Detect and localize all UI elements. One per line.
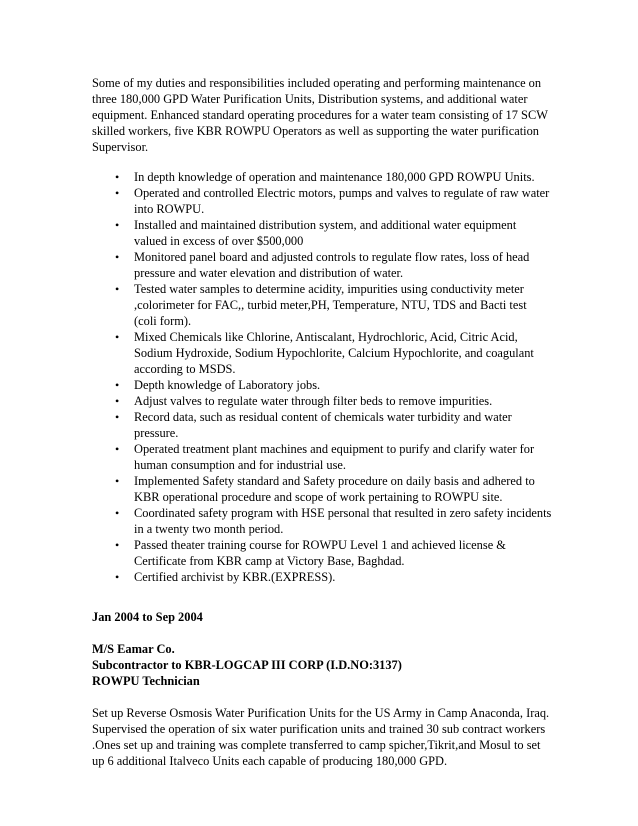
bullet-icon: •: [115, 538, 120, 552]
company-name: M/S Eamar Co.: [92, 642, 175, 656]
bullet-icon: •: [115, 378, 120, 392]
list-item-text: Monitored panel board and adjusted controls to regulate flow rates, loss of head pressure and water elevation and distribution of water.: [134, 250, 530, 280]
list-item-text: Mixed Chemicals like Chlorine, Antiscalant, Hydrochloric, Acid, Citric Acid, Sodium Hydroxide, Sodium Hypochlorite, Calcium Hypochlorite, and coagulant according to MSDS.: [134, 330, 534, 376]
bullet-icon: •: [115, 394, 120, 408]
bullet-icon: •: [115, 410, 120, 424]
intro-paragraph: Some of my duties and responsibilities included operating and performing maintenance on three 180,000 GPD Water Purification Units, Distribution systems, and additional water equipment. Enhanced standard operating procedures for a water team consisting of 17 SCW skilled workers, five KBR ROWPU Operators as well as supporting the water purification Supervisor.: [92, 76, 548, 154]
subcontractor-line: Subcontractor to KBR-LOGCAP III CORP (I.D.NO:3137): [92, 658, 402, 672]
list-item: [92, 569, 552, 585]
bullet-icon: •: [115, 506, 120, 520]
list-item: [92, 441, 552, 473]
list-item: [92, 393, 552, 409]
job-description: Set up Reverse Osmosis Water Purification Units for the US Army in Camp Anaconda, Iraq. Supervised the operation of six water purification units and trained 30 sub contract workers .Ones set up and training was complete transferred to camp spicher,Tikrit,and Mosul to set up 6 additional Italveco Units each capable of producing 180,000 GPD.: [92, 706, 550, 768]
bullet-icon: •: [115, 170, 120, 184]
list-item-text: Depth knowledge of Laboratory jobs.: [134, 378, 321, 392]
bullet-icon: •: [115, 218, 120, 232]
list-item: [92, 329, 552, 377]
list-item: [92, 505, 552, 537]
list-item-text: Operated and controlled Electric motors, pumps and valves to regulate of raw water into ROWPU.: [134, 186, 550, 216]
list-item-text: Record data, such as residual content of chemicals water turbidity and water pressure.: [134, 410, 512, 440]
list-item: [92, 409, 552, 441]
company-block: [92, 641, 552, 689]
list-item-text: Tested water samples to determine acidity, impurities using conductivity meter ,colorimeter for FAC,, turbid meter,PH, Temperature, NTU, TDS and Bacti test (coli form).: [134, 282, 527, 328]
job-dates: Jan 2004 to Sep 2004: [92, 610, 203, 624]
list-item-text: Operated treatment plant machines and equipment to purify and clarify water for human consumption and for industrial use.: [134, 442, 535, 472]
list-item-text: Coordinated safety program with HSE personal that resulted in zero safety incidents in a twenty two month period.: [134, 506, 552, 536]
document-page: [92, 75, 552, 769]
list-item: [92, 217, 552, 249]
list-item: [92, 249, 552, 281]
list-item: [92, 537, 552, 569]
job-role: ROWPU Technician: [92, 674, 200, 688]
list-item-text: Passed theater training course for ROWPU Level 1 and achieved license & Certificate from KBR camp at Victory Base, Baghdad.: [134, 538, 506, 568]
bullet-icon: •: [115, 282, 120, 296]
list-item: [92, 169, 552, 185]
list-item: [92, 281, 552, 329]
bullet-icon: •: [115, 442, 120, 456]
bullet-icon: •: [115, 474, 120, 488]
list-item-text: Certified archivist by KBR.(EXPRESS).: [134, 570, 336, 584]
bullet-icon: •: [115, 250, 120, 264]
list-item: [92, 473, 552, 505]
list-item: [92, 185, 552, 217]
bullet-icon: •: [115, 186, 120, 200]
bullet-icon: •: [115, 570, 120, 584]
list-item-text: Installed and maintained distribution system, and additional water equipment valued in excess of over $500,000: [134, 218, 517, 248]
list-item-text: In depth knowledge of operation and maintenance 180,000 GPD ROWPU Units.: [134, 170, 535, 184]
bullet-icon: •: [115, 330, 120, 344]
list-item: [92, 377, 552, 393]
list-item-text: Adjust valves to regulate water through filter beds to remove impurities.: [134, 394, 493, 408]
duties-list: [92, 169, 552, 585]
list-item-text: Implemented Safety standard and Safety procedure on daily basis and adhered to KBR operational procedure and scope of work pertaining to ROWPU site.: [134, 474, 535, 504]
